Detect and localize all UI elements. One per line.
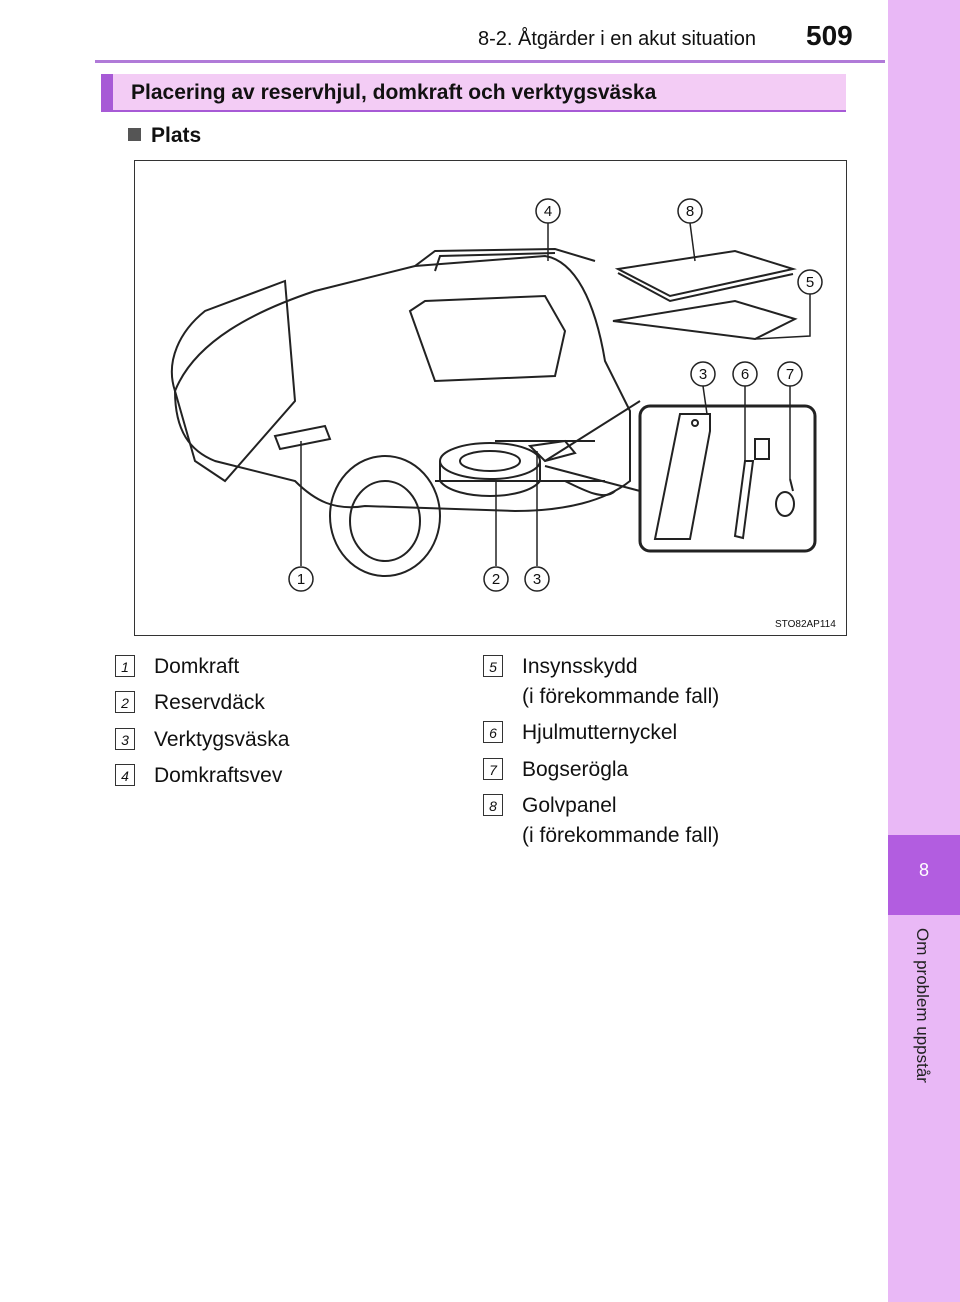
legend-number-badge: 1 bbox=[115, 655, 135, 677]
legend-number-badge: 3 bbox=[115, 728, 135, 750]
legend-text: Domkraft bbox=[154, 655, 240, 678]
svg-text:2: 2 bbox=[491, 571, 501, 588]
section-title: Placering av reservhjul, domkraft och verktygsväska bbox=[131, 81, 657, 104]
section-reference: 8-2. Åtgärder i en akut situation bbox=[478, 28, 756, 50]
callout-8 bbox=[678, 199, 702, 223]
svg-text:4: 4 bbox=[543, 203, 553, 220]
legend-number-badge: 4 bbox=[115, 764, 135, 786]
side-tab-chapter-number: 8 bbox=[918, 860, 929, 880]
bullet-square-icon bbox=[128, 128, 141, 141]
callout-5 bbox=[798, 270, 822, 294]
figure-code: STO82AP114 bbox=[775, 619, 836, 630]
svg-text:6: 6 bbox=[740, 366, 750, 383]
page-number: 509 bbox=[806, 20, 853, 51]
svg-text:8: 8 bbox=[685, 203, 695, 220]
legend-text: Bogserögla bbox=[522, 758, 629, 781]
legend-text: Insynsskydd bbox=[522, 655, 638, 678]
legend-number-badge: 5 bbox=[483, 655, 503, 677]
svg-text:7: 7 bbox=[785, 366, 795, 383]
callout-4 bbox=[536, 199, 560, 223]
header-rule bbox=[95, 60, 885, 63]
callout-6 bbox=[733, 362, 757, 386]
legend-number-badge: 8 bbox=[483, 794, 503, 816]
legend-number-badge: 6 bbox=[483, 721, 503, 743]
callout-3 bbox=[525, 567, 549, 591]
legend-text: Golvpanel bbox=[522, 794, 617, 817]
vehicle-illustration bbox=[134, 160, 847, 636]
subheading bbox=[128, 124, 201, 148]
legend-number-badge: 2 bbox=[115, 691, 135, 713]
legend-number-badge: 7 bbox=[483, 758, 503, 780]
section-title-bar bbox=[101, 74, 846, 112]
callout-3-detail bbox=[691, 362, 715, 386]
svg-text:3: 3 bbox=[532, 571, 542, 588]
legend-text: Domkraftsvev bbox=[154, 764, 283, 787]
illustration-drawing bbox=[135, 161, 848, 637]
svg-text:3: 3 bbox=[698, 366, 708, 383]
legend-text-note: (i förekommande fall) bbox=[522, 685, 720, 708]
legend-text: Verktygsväska bbox=[154, 728, 290, 751]
subheading-text: Plats bbox=[151, 124, 202, 147]
legend-text-note: (i förekommande fall) bbox=[522, 824, 720, 847]
callout-7 bbox=[778, 362, 802, 386]
legend-text: Reservdäck bbox=[154, 691, 265, 714]
side-tab-upper bbox=[888, 0, 960, 835]
callout-2 bbox=[484, 567, 508, 591]
legend-text: Hjulmutternyckel bbox=[522, 721, 678, 744]
callout-1 bbox=[289, 567, 313, 591]
svg-text:5: 5 bbox=[805, 274, 815, 291]
side-tab-chapter-label: Om problem uppstår bbox=[913, 928, 932, 1083]
svg-text:1: 1 bbox=[296, 571, 306, 588]
